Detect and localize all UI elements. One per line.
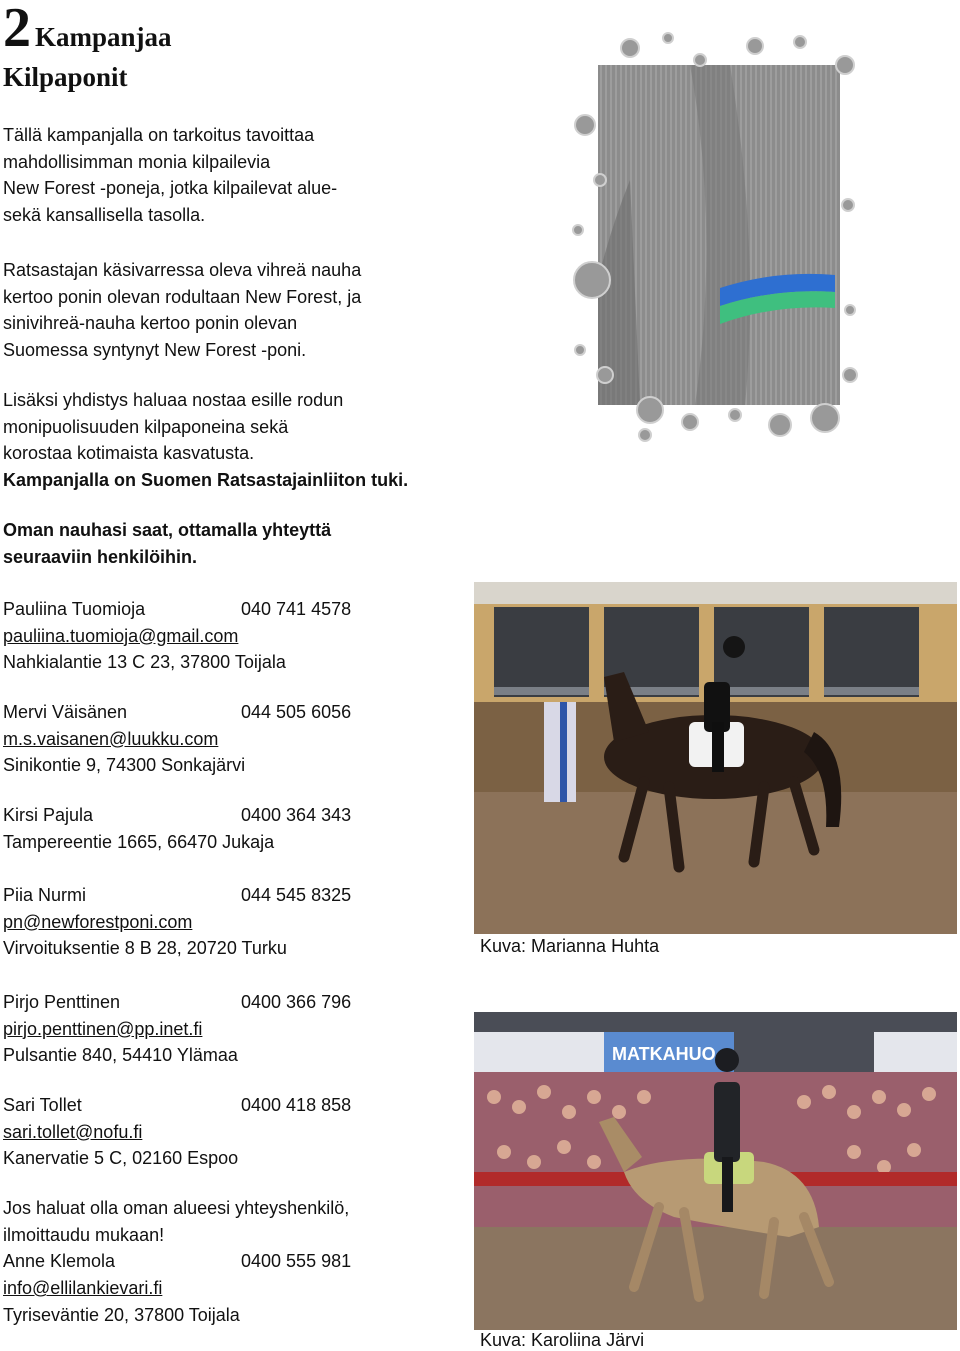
intro-paragraph-2: [3, 257, 361, 364]
footer-block: [3, 1195, 352, 1328]
text-line: New Forest -poneja, jotka kilpailevat alue-: [3, 178, 338, 199]
contact-block: [3, 1092, 352, 1172]
contact-block: [3, 802, 352, 855]
contact-phone: 0400 366 796: [241, 992, 352, 1012]
heading-title: Kampanjaa: [35, 22, 172, 52]
contact-block: [3, 596, 352, 676]
contact-address: Virvoituksentie 8 B 28, 20720 Turku: [3, 938, 287, 959]
contact-address: Nahkialantie 13 C 23, 37800 Toijala: [3, 652, 286, 673]
contact-name: Kirsi Pajula: [3, 805, 94, 825]
contact-block: [3, 882, 352, 962]
text-line: sinivihreä-nauha kertoo ponin olevan: [3, 313, 298, 334]
page-subtitle: Kilpaponit: [3, 62, 128, 92]
text-line: sekä kansallisella tasolla.: [3, 205, 206, 226]
text-line: Suomessa syntynyt New Forest -poni.: [3, 340, 307, 361]
intro-paragraph-1: [3, 122, 337, 229]
contact-email-link[interactable]: m.s.vaisanen@luukku.com: [3, 728, 219, 749]
contact-block: [3, 989, 352, 1069]
text-line: Jos haluat olla oman alueesi yhteyshenkilö,: [3, 1198, 350, 1218]
text-line: mahdollisimman monia kilpailevia: [3, 151, 271, 172]
contact-intro: [3, 517, 331, 570]
text-line: Oman nauhasi saat, ottamalla yhteyttä: [3, 520, 332, 540]
text-line: seuraaviin henkilöihin.: [3, 546, 198, 567]
contact-address: Kanervatie 5 C, 02160 Espoo: [3, 1148, 239, 1169]
contact-phone: 0400 555 981: [241, 1251, 352, 1272]
text-line: Lisäksi yhdistys haluaa nostaa esille rodun: [3, 390, 344, 410]
contact-name: Mervi Väisänen: [3, 702, 128, 722]
contact-address: Sinikontie 9, 74300 Sonkajärvi: [3, 755, 246, 776]
contact-address: Pulsantie 840, 54410 Ylämaa: [3, 1045, 238, 1066]
text-line: Ratsastajan käsivarressa oleva vihreä nauha: [3, 260, 362, 280]
text-line: korostaa kotimaista kasvatusta.: [3, 443, 255, 464]
intro-paragraph-3: [3, 387, 408, 494]
text-line: kertoo ponin olevan rodultaan New Forest, ja: [3, 286, 362, 307]
contact-phone: 0400 418 858: [241, 1095, 352, 1115]
contact-address: Tyriseväntie 20, 37800 Toijala: [3, 1304, 240, 1325]
contact-phone: 0400 364 343: [241, 805, 352, 825]
contact-name: Piia Nurmi: [3, 885, 87, 905]
contact-email-link[interactable]: pauliina.tuomioja@gmail.com: [3, 625, 239, 646]
contact-email-link[interactable]: pirjo.penttinen@pp.inet.fi: [3, 1018, 203, 1039]
page-heading: [3, 0, 172, 59]
show-hall-photo: [474, 1012, 957, 1330]
contact-name: Pirjo Penttinen: [3, 992, 121, 1012]
banner-text: MATKAHUO: [612, 1044, 716, 1064]
contact-phone: 044 545 8325: [241, 885, 352, 905]
text-line: Tällä kampanjalla on tarkoitus tavoittaa: [3, 125, 315, 145]
support-statement: Kampanjalla on Suomen Ratsastajainliiton tuki.: [3, 470, 409, 491]
contact-phone: 044 505 6056: [241, 702, 352, 722]
text-line: monipuolisuuden kilpaponeina sekä: [3, 416, 289, 437]
contact-email-link[interactable]: pn@newforestponi.com: [3, 911, 193, 932]
contact-email-link[interactable]: sari.tollet@nofu.fi: [3, 1121, 143, 1142]
contact-address: Tampereentie 1665, 66470 Jukaja: [3, 831, 275, 852]
armband-photo: [570, 30, 860, 445]
photo-caption: Kuva: Karoliina Järvi: [480, 1330, 645, 1350]
page-number: 2: [3, 0, 31, 59]
contact-name: Pauliina Tuomioja: [3, 599, 146, 619]
contact-block: [3, 699, 352, 779]
photo-caption: Kuva: Marianna Huhta: [480, 936, 660, 956]
contact-phone: 040 741 4578: [241, 599, 352, 619]
text-line: ilmoittaudu mukaan!: [3, 1224, 165, 1245]
contact-email-link[interactable]: info@ellilankievari.fi: [3, 1278, 163, 1299]
contact-name: Sari Tollet: [3, 1095, 82, 1115]
arena-dressage-photo: [474, 582, 957, 934]
contact-name: Anne Klemola: [3, 1251, 116, 1272]
